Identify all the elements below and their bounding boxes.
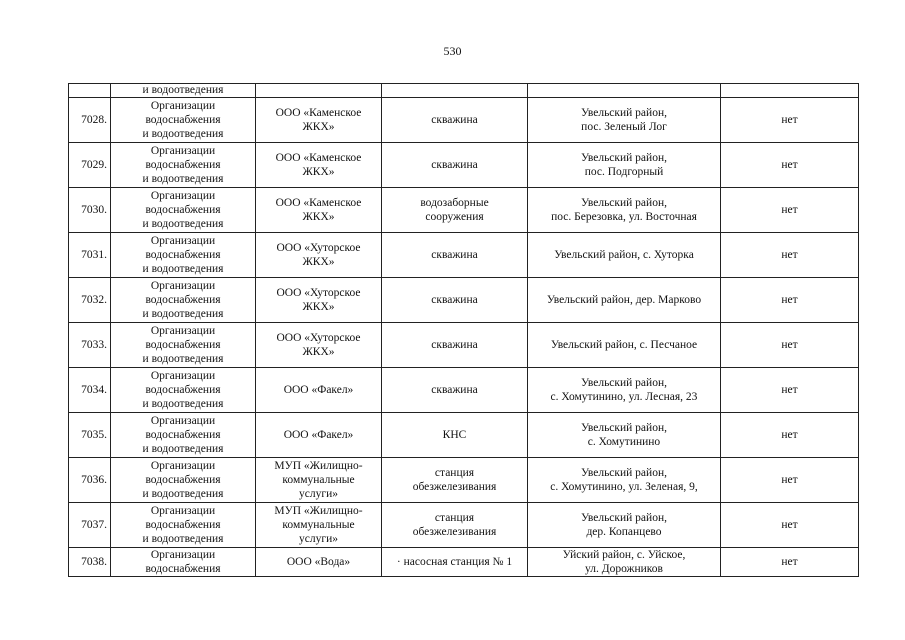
cell-org-type: Организации водоснабжения и водоотведения (111, 98, 256, 143)
cell-number: 7030. (69, 188, 111, 233)
cell-org-type: Организации водоснабжения и водоотведения (111, 323, 256, 368)
cell-object: скважина (382, 143, 528, 188)
cell-object (382, 84, 528, 98)
cell-flag (721, 84, 859, 98)
cell-number (69, 84, 111, 98)
cell-organization: ООО «Каменское ЖКХ» (256, 143, 382, 188)
table-row (69, 368, 859, 413)
cell-object: водозаборные сооружения (382, 188, 528, 233)
cell-object: скважина (382, 98, 528, 143)
cell-object: КНС (382, 413, 528, 458)
cell-org-type: Организации водоснабжения и водоотведения (111, 503, 256, 548)
cell-org-type: Организации водоснабжения и водоотведения (111, 278, 256, 323)
cell-location: Увельский район, пос. Подгорный (528, 143, 721, 188)
cell-number: 7031. (69, 233, 111, 278)
table-row (69, 98, 859, 143)
cell-object: · насосная станция № 1 (382, 548, 528, 577)
cell-location: Увельский район, пос. Березовка, ул. Восточная (528, 188, 721, 233)
cell-organization: ООО «Факел» (256, 368, 382, 413)
cell-location: Увельский район, дер. Марково (528, 278, 721, 323)
cell-organization: ООО «Вода» (256, 548, 382, 577)
cell-number: 7034. (69, 368, 111, 413)
page-number: 530 (443, 44, 462, 58)
cell-organization: ООО «Хуторское ЖКХ» (256, 323, 382, 368)
table-row-continuation (69, 84, 859, 98)
cell-object: скважина (382, 233, 528, 278)
cell-flag: нет (721, 458, 859, 503)
table-row (69, 323, 859, 368)
cell-object: скважина (382, 368, 528, 413)
cell-flag: нет (721, 98, 859, 143)
cell-object: станция обезжелезивания (382, 503, 528, 548)
cell-number: 7032. (69, 278, 111, 323)
table-row (69, 143, 859, 188)
table-row (69, 413, 859, 458)
cell-number: 7028. (69, 98, 111, 143)
cell-org-type: Организации водоснабжения и водоотведения (111, 143, 256, 188)
table-row (69, 503, 859, 548)
cell-organization: ООО «Факел» (256, 413, 382, 458)
cell-flag: нет (721, 143, 859, 188)
table-body (69, 84, 859, 577)
cell-location: Увельский район, с. Хомутинино, ул. Лесная, 23 (528, 368, 721, 413)
cell-location: Увельский район, дер. Копанцево (528, 503, 721, 548)
cell-organization: ООО «Каменское ЖКХ» (256, 98, 382, 143)
cell-org-type: Организации водоснабжения и водоотведения (111, 233, 256, 278)
cell-location (528, 84, 721, 98)
cell-number: 7036. (69, 458, 111, 503)
cell-number: 7037. (69, 503, 111, 548)
cell-flag: нет (721, 368, 859, 413)
cell-flag: нет (721, 188, 859, 233)
cell-org-type: Организации водоснабжения и водоотведения (111, 413, 256, 458)
cell-org-type: и водоотведения (111, 84, 256, 98)
table-row (69, 548, 859, 577)
cell-location: Уйский район, с. Уйское, ул. Дорожников (528, 548, 721, 577)
cell-flag: нет (721, 503, 859, 548)
table-row (69, 458, 859, 503)
cell-flag: нет (721, 278, 859, 323)
cell-number: 7033. (69, 323, 111, 368)
cell-location: Увельский район, пос. Зеленый Лог (528, 98, 721, 143)
cell-number: 7035. (69, 413, 111, 458)
cell-organization (256, 84, 382, 98)
cell-object: скважина (382, 278, 528, 323)
table-row (69, 278, 859, 323)
cell-location: Увельский район, с. Хуторка (528, 233, 721, 278)
cell-organization: ООО «Каменское ЖКХ» (256, 188, 382, 233)
cell-flag: нет (721, 233, 859, 278)
cell-org-type: Организации водоснабжения (111, 548, 256, 577)
cell-object: станция обезжелезивания (382, 458, 528, 503)
cell-object: скважина (382, 323, 528, 368)
cell-org-type: Организации водоснабжения и водоотведения (111, 368, 256, 413)
cell-flag: нет (721, 548, 859, 577)
cell-org-type: Организации водоснабжения и водоотведения (111, 458, 256, 503)
cell-number: 7038. (69, 548, 111, 577)
registry-table (68, 83, 859, 577)
cell-location: Увельский район, с. Песчаное (528, 323, 721, 368)
cell-number: 7029. (69, 143, 111, 188)
cell-location: Увельский район, с. Хомутинино, ул. Зеленая, 9, (528, 458, 721, 503)
table-row (69, 233, 859, 278)
cell-location: Увельский район, с. Хомутинино (528, 413, 721, 458)
cell-flag: нет (721, 323, 859, 368)
cell-organization: ООО «Хуторское ЖКХ» (256, 233, 382, 278)
cell-organization: МУП «Жилищно- коммунальные услуги» (256, 503, 382, 548)
table-row (69, 188, 859, 233)
cell-org-type: Организации водоснабжения и водоотведения (111, 188, 256, 233)
cell-organization: МУП «Жилищно- коммунальные услуги» (256, 458, 382, 503)
cell-flag: нет (721, 413, 859, 458)
cell-organization: ООО «Хуторское ЖКХ» (256, 278, 382, 323)
